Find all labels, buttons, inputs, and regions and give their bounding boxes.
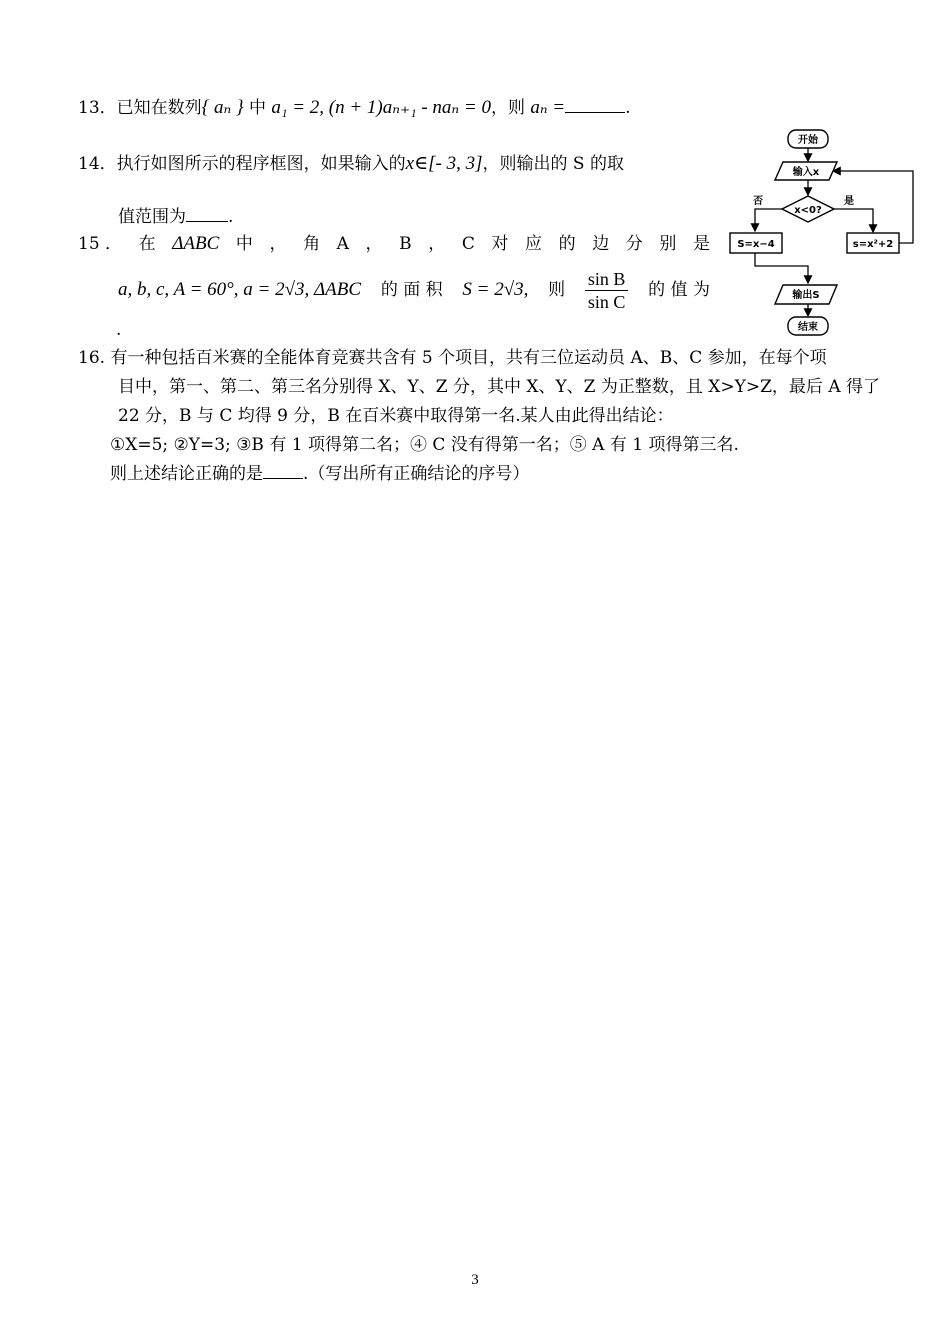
q13-lhs: aₙ = [530, 97, 566, 118]
q16-answer-blank [263, 462, 303, 479]
flowchart-output-label: 输出S [792, 290, 820, 301]
flow-arrow [755, 209, 782, 231]
q13-text-2: 中 [243, 98, 272, 118]
q15-word: 边 [592, 234, 610, 254]
q13-tail: . [625, 98, 631, 118]
question-15-end [116, 318, 121, 342]
flowchart-yes-label: 是 [844, 196, 854, 207]
q15-word: B [399, 234, 412, 254]
q13-formula: a₁ = 2, (n + 1)aₙ₊₁ - naₙ = 0 [271, 97, 491, 118]
flow-arrow [755, 253, 808, 283]
question-13 [78, 96, 631, 120]
question-15 [78, 232, 710, 256]
q15-word: 中 [235, 234, 253, 254]
q15-fraction-numerator: sin B [585, 268, 629, 291]
flowchart-no-label: 否 [753, 196, 763, 207]
q15-number: 15 ． [78, 234, 123, 254]
flowchart-decision-label: x<0? [794, 205, 822, 216]
page-number: 3 [471, 1272, 479, 1288]
q15-area: S = 2√3, [462, 279, 529, 300]
question-16-line-5 [110, 462, 529, 486]
q15-word: 的 [558, 234, 576, 254]
q15-word: A [336, 234, 349, 254]
q14-text-1: 执行如图所示的程序框图，如果输入的 [116, 154, 406, 174]
flowchart-input-label: 输入x [792, 167, 820, 178]
q14-number: 14． [78, 154, 117, 174]
q15-word: 是 [692, 234, 710, 254]
q15-word: 在 [138, 234, 156, 254]
question-16-line-3: 22 分，B 与 C 均得 9 分，B 在百米赛中取得第一名.某人由此得出结论： [118, 406, 674, 426]
q15-fraction [585, 268, 629, 313]
q13-answer-blank [565, 96, 625, 113]
q15-text-then: 则 [548, 280, 566, 300]
q13-text-3: ，则 [490, 98, 531, 118]
q15-fraction-denominator: sin C [587, 291, 626, 312]
question-16-line-4: ①X=5; ②Y=3; ③B 有 1 项得第二名；④ C 没有得第一名；⑤ A 有 1 项得第三名. [110, 435, 739, 455]
q15-text-value: 的 值 为 [648, 280, 710, 300]
q14-answer-blank [186, 205, 228, 222]
q15-given: a, b, c, A = 60°, a = 2√3, ΔABC [118, 279, 362, 300]
q13-text-1: 已知在数列 [116, 98, 202, 118]
question-14 [78, 152, 624, 176]
q15-word: 分 [625, 234, 643, 254]
flowchart-end-label: 结束 [798, 322, 818, 333]
flowchart-start-label: 开始 [798, 135, 818, 146]
q15-word: ， [365, 234, 383, 254]
q15-word: 角 [303, 234, 321, 254]
q15-word: ， [428, 234, 446, 254]
q14-text-2: ，则输出的 S 的取 [482, 154, 624, 174]
q16-text-5a: 则上述结论正确的是 [110, 464, 263, 484]
q15-word: 对 [491, 234, 509, 254]
q15-text-area: 的 面 积 [380, 280, 443, 300]
q15-word: 应 [525, 234, 543, 254]
flowchart-right-process-label: s=x²+2 [852, 239, 894, 250]
q13-sequence: { aₙ } [201, 97, 244, 118]
q16-text-5b: .（写出所有正确结论的序号） [303, 464, 530, 484]
flowchart-diagram [725, 126, 925, 338]
q15-word: ， [269, 234, 287, 254]
question-14-line-2 [118, 205, 233, 229]
q15-end: . [116, 320, 122, 340]
question-15-line-2 [118, 262, 710, 318]
flowchart-left-process-label: S=x−4 [737, 239, 775, 250]
question-16-line-1: 16. 有一种包括百米赛的全能体育竞赛共含有 5 个项目，共有三位运动员 A、B、C 参加，在每个项 [78, 348, 827, 368]
q15-word: ΔABC [172, 233, 220, 254]
q14-text-3: 值范围为 [118, 207, 186, 227]
q14-range: x∈[- 3, 3] [405, 153, 483, 174]
q14-text-4: . [228, 207, 234, 227]
q15-word: 别 [659, 234, 677, 254]
question-16-line-2: 目中，第一、第二、第三名分别得 X、Y、Z 分，其中 X、Y、Z 为正整数，且 X>Y>Z，最后 A 得了 [118, 377, 881, 397]
q13-number: 13． [78, 98, 117, 118]
q15-word: C [461, 234, 475, 254]
flow-arrow [833, 171, 913, 243]
flow-arrow [834, 209, 873, 232]
